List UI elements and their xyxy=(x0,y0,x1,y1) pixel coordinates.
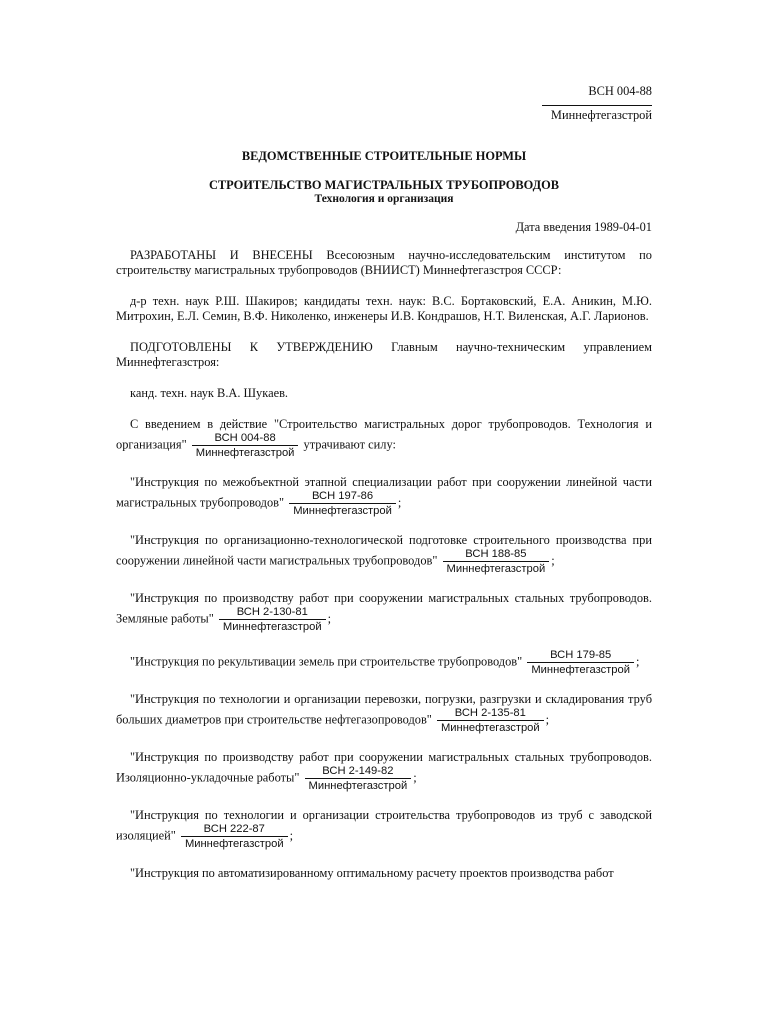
intro-paragraph xyxy=(116,417,652,459)
list-item xyxy=(116,475,652,517)
fraction-code: ВСН 2-130-81 xyxy=(219,606,326,620)
item-end: ; xyxy=(551,553,555,568)
item-code-fraction xyxy=(527,649,634,676)
item-code-fraction xyxy=(289,490,396,517)
list-item xyxy=(116,649,652,676)
document-type-title: ВЕДОМСТВЕННЫЕ СТРОИТЕЛЬНЫЕ НОРМЫ xyxy=(241,149,527,163)
fraction-code: ВСН 197-86 xyxy=(289,490,396,504)
fraction-ministry: Миннефтегазстрой xyxy=(446,563,546,575)
item-end: ; xyxy=(545,712,550,727)
item-end: ; xyxy=(397,495,402,510)
fraction-code: ВСН 2-135-81 xyxy=(437,707,544,721)
item-title: "Инструкция по межобъектной этапной специализации работ при сооружении линейной части магистральных трубопроводов" xyxy=(116,475,652,510)
ministry-name: Миннефтегазстрой xyxy=(550,108,652,122)
developed-paragraph: РАЗРАБОТАНЫ И ВНЕСЕНЫ Всесоюзным научно-исследовательским институтом по строительству магистральных трубопроводов (ВНИИСТ) Миннефтегазстроя СССР: xyxy=(116,248,652,277)
fraction-ministry: Миннефтегазстрой xyxy=(184,838,284,850)
prepared-paragraph: ПОДГОТОВЛЕНЫ К УТВЕРЖДЕНИЮ Главным научно-техническим управлением Миннефтегазстроя: xyxy=(116,340,652,369)
item-code-fraction xyxy=(305,765,412,792)
header-rule xyxy=(542,105,652,106)
fraction-ministry: Миннефтегазстрой xyxy=(308,780,408,792)
item-end: ; xyxy=(327,611,332,626)
item-code-fraction xyxy=(219,606,326,633)
item-code-fraction xyxy=(443,548,550,575)
fraction-code: ВСН 2-149-82 xyxy=(305,765,412,779)
document-subtitle: Технология и организация xyxy=(314,193,454,205)
list-item xyxy=(116,692,652,734)
list-item xyxy=(116,533,652,575)
last-paragraph: "Инструкция по автоматизированному оптимальному расчету проектов производства работ xyxy=(130,866,614,880)
document-page xyxy=(116,84,652,881)
intro-text-end: утрачивают силу: xyxy=(303,437,396,452)
fraction-code: ВСН 004-88 xyxy=(192,432,299,446)
item-title: "Инструкция по технологии и организации строительства трубопроводов из труб с заводской изоляцией" xyxy=(116,808,652,843)
fraction-ministry: Миннефтегазстрой xyxy=(440,722,540,734)
fraction-ministry: Миннефтегазстрой xyxy=(531,664,630,676)
fraction-code: ВСН 188-85 xyxy=(443,548,550,562)
list-item xyxy=(116,591,652,633)
item-end: ; xyxy=(289,828,294,843)
document-code: ВСН 004-88 xyxy=(588,84,652,98)
effective-date: Дата введения 1989-04-01 xyxy=(515,220,652,234)
item-title: "Инструкция по организационно-технологической подготовке строительного производства при сооружении линейной части магистральных трубопроводов" xyxy=(116,533,652,568)
prepared-by-paragraph: канд. техн. наук В.А. Шукаев. xyxy=(130,386,289,400)
document-title: СТРОИТЕЛЬСТВО МАГИСТРАЛЬНЫХ ТРУБОПРОВОДОВ xyxy=(208,178,560,192)
item-end: ; xyxy=(636,654,640,669)
item-title: "Инструкция по производству работ при сооружении магистральных стальных трубопроводов. Изоляционно-укладочные работы" xyxy=(116,750,652,785)
intro-text: С введением в действие "Строительство магистральных дорог трубопроводов. Технология и организация" xyxy=(116,417,652,452)
item-code-fraction xyxy=(181,823,288,850)
intro-code-fraction xyxy=(192,432,299,459)
fraction-ministry: Миннефтегазстрой xyxy=(222,621,322,633)
authors-paragraph: д-р техн. наук Р.Ш. Шакиров; кандидаты техн. наук: В.С. Бортаковский, Е.А. Аникин, М.Ю. Митрохин, Е.Л. Семин, В.Ф. Николенко, инженеры И.В. Кондрашов, Н.Т. Виленская, А.Г. Ларионов. xyxy=(116,294,652,323)
list-item xyxy=(116,808,652,850)
item-end: ; xyxy=(413,770,417,785)
fraction-ministry: Миннефтегазстрой xyxy=(195,447,295,459)
superseded-list xyxy=(116,475,652,850)
item-title: "Инструкция по технологии и организации перевозки, погрузки, разгрузки и складирования труб больших диаметров при строительстве нефтегазопроводов" xyxy=(116,692,652,727)
fraction-ministry: Миннефтегазстрой xyxy=(293,505,392,517)
item-title: "Инструкция по производству работ при сооружении магистральных стальных трубопроводов. Земляные работы" xyxy=(116,591,652,626)
item-code-fraction xyxy=(437,707,544,734)
list-item xyxy=(116,750,652,792)
item-title: "Инструкция по рекультивации земель при строительстве трубопроводов" xyxy=(130,654,523,669)
fraction-code: ВСН 179-85 xyxy=(527,649,634,663)
fraction-code: ВСН 222-87 xyxy=(181,823,288,837)
